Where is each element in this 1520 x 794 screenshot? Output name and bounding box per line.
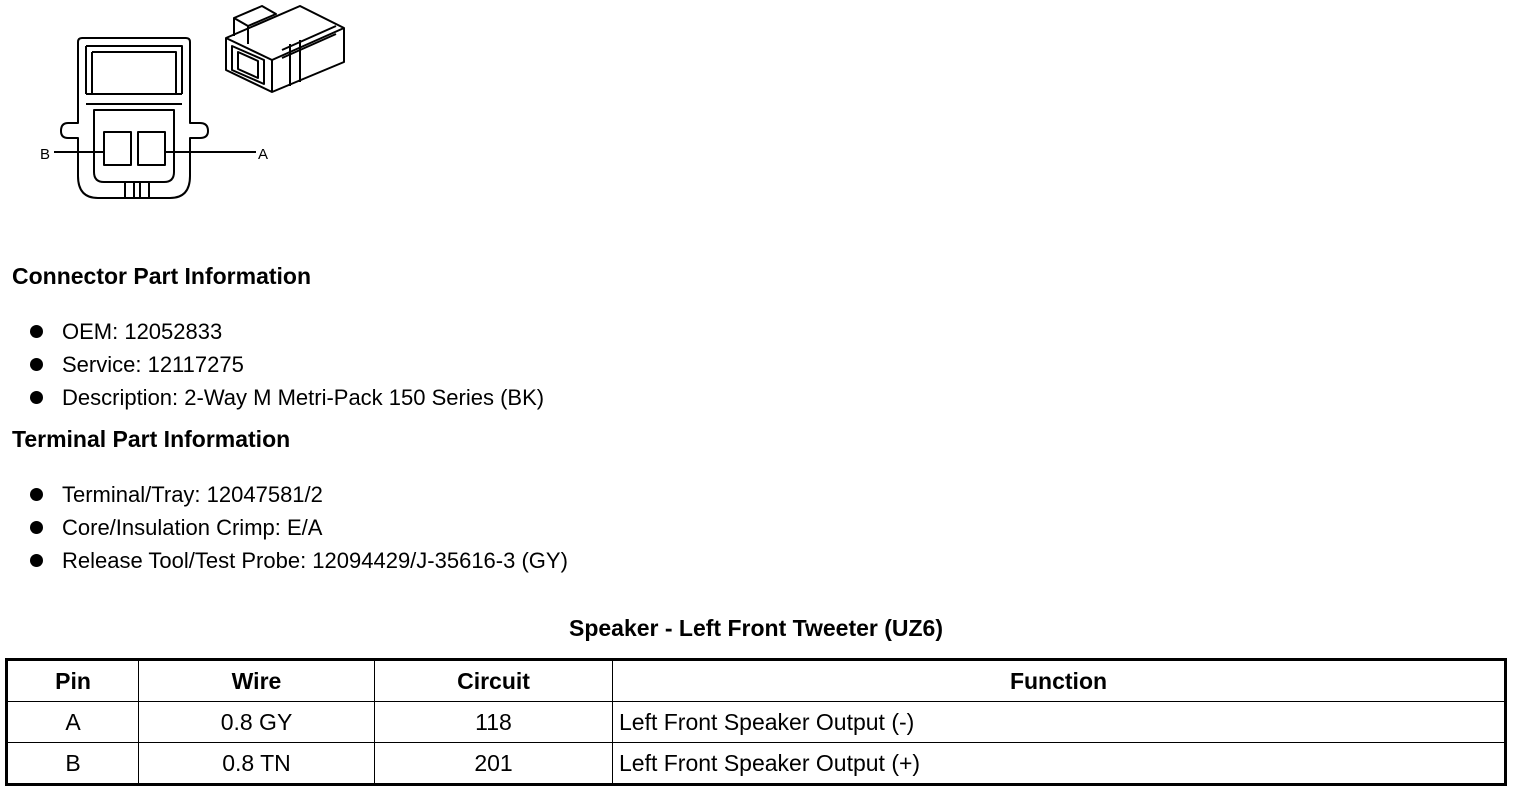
connector-info-list xyxy=(28,315,544,414)
bullet-icon xyxy=(30,488,43,501)
terminal-info-heading: Terminal Part Information xyxy=(12,426,291,452)
list-item: Description: 2-Way M Metri-Pack 150 Series (BK) xyxy=(28,381,544,414)
header-function: Function xyxy=(613,660,1506,702)
terminal-cavity-a xyxy=(138,132,165,165)
terminal-info-list xyxy=(28,478,568,577)
bullet-icon xyxy=(30,358,43,371)
cell-function: Left Front Speaker Output (+) xyxy=(613,743,1506,785)
cell-circuit: 201 xyxy=(375,743,613,785)
connector-face-outline xyxy=(61,38,208,198)
table-row xyxy=(7,702,1506,743)
cell-pin: B xyxy=(7,743,139,785)
table-header-row xyxy=(7,660,1506,702)
cell-function: Left Front Speaker Output (-) xyxy=(613,702,1506,743)
pin-label-a: A xyxy=(258,146,269,163)
cell-circuit: 118 xyxy=(375,702,613,743)
connector-cavity xyxy=(94,110,174,182)
cell-pin: A xyxy=(7,702,139,743)
cell-wire: 0.8 TN xyxy=(139,743,375,785)
list-item: Release Tool/Test Probe: 12094429/J-35616-3 (GY) xyxy=(28,544,568,577)
connector-isometric xyxy=(226,6,344,92)
table-row xyxy=(7,743,1506,785)
list-item: OEM: 12052833 xyxy=(28,315,544,348)
header-pin: Pin xyxy=(7,660,139,702)
connector-info-heading: Connector Part Information xyxy=(12,263,312,289)
bullet-icon xyxy=(30,521,43,534)
bullet-icon xyxy=(30,325,43,338)
list-item: Core/Insulation Crimp: E/A xyxy=(28,511,568,544)
connector-latch xyxy=(86,46,182,94)
connector-drawing xyxy=(0,0,400,215)
bullet-icon xyxy=(30,554,43,567)
cell-wire: 0.8 GY xyxy=(139,702,375,743)
list-item: Terminal/Tray: 12047581/2 xyxy=(28,478,568,511)
pin-label-b: B xyxy=(40,146,51,163)
pinout-table xyxy=(5,658,1507,786)
header-wire: Wire xyxy=(139,660,375,702)
list-item: Service: 12117275 xyxy=(28,348,544,381)
bullet-icon xyxy=(30,391,43,404)
table-title: Speaker - Left Front Tweeter (UZ6) xyxy=(568,615,944,641)
terminal-cavity-b xyxy=(104,132,131,165)
header-circuit: Circuit xyxy=(375,660,613,702)
